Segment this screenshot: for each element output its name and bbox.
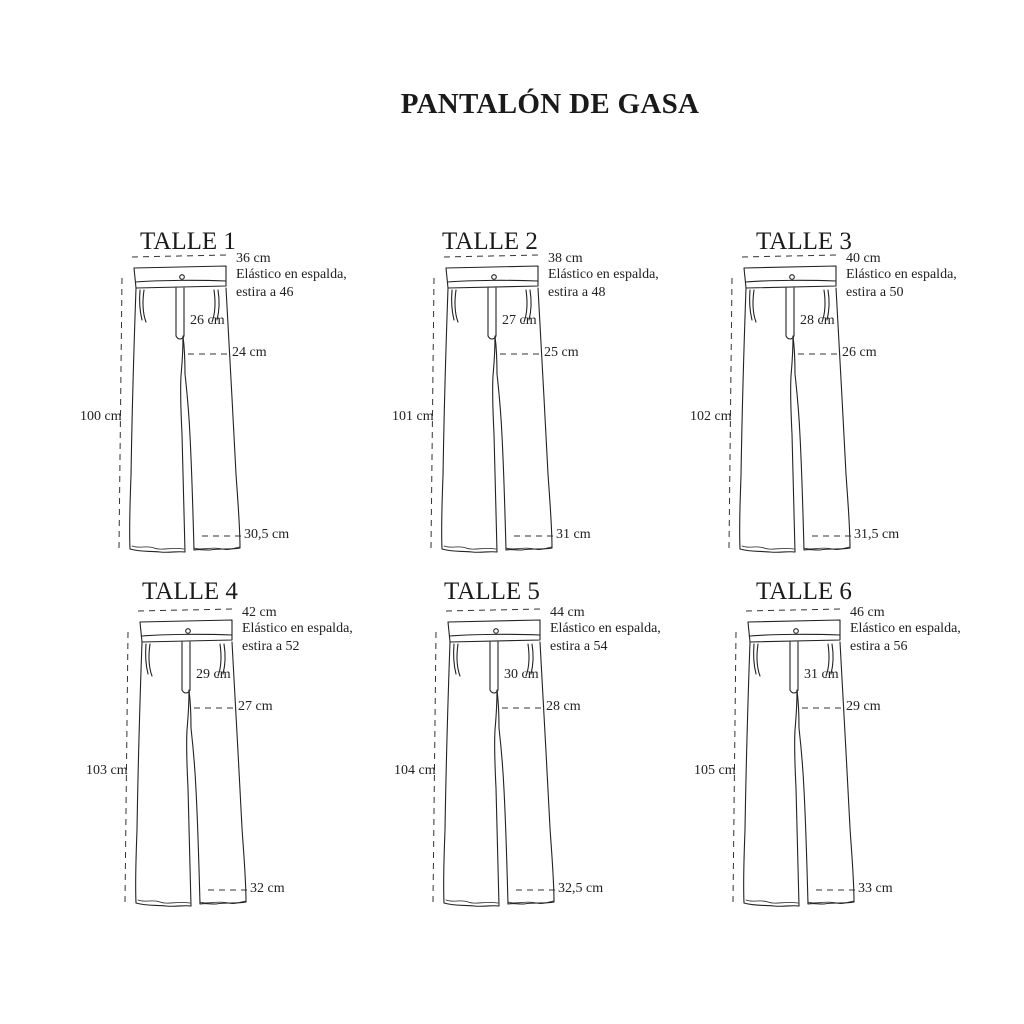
size-panel-3 — [690, 228, 1024, 568]
inseam — [797, 690, 799, 728]
thigh-label: 26 cm — [842, 345, 877, 360]
inseam — [495, 336, 497, 374]
button — [790, 275, 795, 280]
hem-left — [138, 900, 190, 903]
button — [794, 629, 799, 634]
left-pocket-2 — [750, 290, 752, 320]
hem-label: 30,5 cm — [244, 527, 290, 542]
fly — [786, 288, 794, 339]
left-pocket — [753, 290, 756, 322]
left-pocket-2 — [454, 644, 456, 674]
fly — [790, 642, 798, 693]
size-title: TALLE 6 — [756, 578, 852, 605]
waist-label: 42 cm — [242, 605, 277, 620]
left-pocket-2 — [140, 290, 142, 320]
waist-label: 36 cm — [236, 251, 271, 266]
elastic-note-line1: Elástico en espalda, — [550, 621, 661, 636]
hem-left — [446, 900, 498, 903]
left-pocket-2 — [754, 644, 756, 674]
inseam — [497, 690, 499, 728]
size-title: TALLE 1 — [140, 228, 236, 255]
left-leg — [740, 288, 795, 552]
waistband-stitch — [136, 280, 226, 282]
button — [494, 629, 499, 634]
hem-label: 31 cm — [556, 527, 591, 542]
size-panel-4 — [86, 578, 426, 918]
waistband-stitch — [750, 634, 840, 636]
elastic-note-line2: estira a 52 — [242, 639, 300, 654]
hem-left — [132, 546, 184, 549]
fly — [176, 288, 184, 339]
waist-measure-line — [138, 609, 232, 611]
left-leg — [130, 288, 185, 552]
left-pocket-2 — [452, 290, 454, 320]
length-label: 105 cm — [694, 763, 736, 778]
waist-label: 38 cm — [548, 251, 583, 266]
elastic-note-line2: estira a 46 — [236, 285, 294, 300]
elastic-note-line1: Elástico en espalda, — [846, 267, 957, 282]
size-title: TALLE 3 — [756, 228, 852, 255]
left-pocket-2 — [146, 644, 148, 674]
left-pocket — [757, 644, 760, 676]
elastic-note-line1: Elástico en espalda, — [548, 267, 659, 282]
left-leg — [136, 642, 191, 906]
fly — [182, 642, 190, 693]
left-pocket — [143, 290, 146, 322]
rise-label: 26 cm — [190, 313, 225, 328]
size-panel-5 — [394, 578, 730, 918]
rise-label: 28 cm — [800, 313, 835, 328]
hem-left — [444, 546, 496, 549]
hem-left — [746, 900, 798, 903]
length-label: 103 cm — [86, 763, 128, 778]
size-panel-1 — [80, 228, 420, 568]
button — [180, 275, 185, 280]
elastic-note-line2: estira a 56 — [850, 639, 908, 654]
waistband-stitch — [448, 280, 538, 282]
rise-label: 27 cm — [502, 313, 537, 328]
thigh-label: 25 cm — [544, 345, 579, 360]
button — [492, 275, 497, 280]
waist-measure-line — [444, 255, 538, 257]
hem-label: 33 cm — [858, 881, 893, 896]
elastic-note-line2: estira a 54 — [550, 639, 608, 654]
elastic-note-line1: Elástico en espalda, — [236, 267, 347, 282]
button — [186, 629, 191, 634]
length-label: 101 cm — [392, 409, 434, 424]
left-leg — [442, 288, 497, 552]
hem-label: 32 cm — [250, 881, 285, 896]
left-leg — [744, 642, 799, 906]
waist-label: 44 cm — [550, 605, 585, 620]
pants-outline — [740, 266, 850, 552]
inseam — [189, 690, 191, 728]
waist-label: 46 cm — [850, 605, 885, 620]
pants-outline — [744, 620, 854, 906]
pants-outline — [444, 620, 554, 906]
left-pocket — [149, 644, 152, 676]
hem-label: 32,5 cm — [558, 881, 604, 896]
rise-label: 29 cm — [196, 667, 231, 682]
waist-measure-line — [746, 609, 840, 611]
length-label: 100 cm — [80, 409, 122, 424]
thigh-label: 24 cm — [232, 345, 267, 360]
left-pocket — [457, 644, 460, 676]
waistband-stitch — [142, 634, 232, 636]
fly — [490, 642, 498, 693]
pants-outline — [136, 620, 246, 906]
waist-measure-line — [132, 255, 226, 257]
hem-left — [742, 546, 794, 549]
rise-label: 31 cm — [804, 667, 839, 682]
elastic-note-line2: estira a 48 — [548, 285, 606, 300]
thigh-label: 29 cm — [846, 699, 881, 714]
waistband-stitch — [746, 280, 836, 282]
inseam — [793, 336, 795, 374]
waist-measure-line — [742, 255, 836, 257]
fly — [488, 288, 496, 339]
pants-outline — [130, 266, 240, 552]
waist-label: 40 cm — [846, 251, 881, 266]
size-title: TALLE 2 — [442, 228, 538, 255]
page-title: PANTALÓN DE GASA — [400, 88, 700, 120]
length-label: 104 cm — [394, 763, 436, 778]
left-pocket — [455, 290, 458, 322]
elastic-note-line1: Elástico en espalda, — [242, 621, 353, 636]
thigh-label: 28 cm — [546, 699, 581, 714]
size-title: TALLE 4 — [142, 578, 238, 605]
size-panel-2 — [392, 228, 726, 568]
elastic-note-line2: estira a 50 — [846, 285, 904, 300]
inseam — [183, 336, 185, 374]
thigh-label: 27 cm — [238, 699, 273, 714]
hem-label: 31,5 cm — [854, 527, 900, 542]
pants-outline — [442, 266, 552, 552]
rise-label: 30 cm — [504, 667, 539, 682]
left-leg — [444, 642, 499, 906]
size-panel-6 — [694, 578, 1024, 918]
waistband-stitch — [450, 634, 540, 636]
length-label: 102 cm — [690, 409, 732, 424]
elastic-note-line1: Elástico en espalda, — [850, 621, 961, 636]
size-title: TALLE 5 — [444, 578, 540, 605]
waist-measure-line — [446, 609, 540, 611]
